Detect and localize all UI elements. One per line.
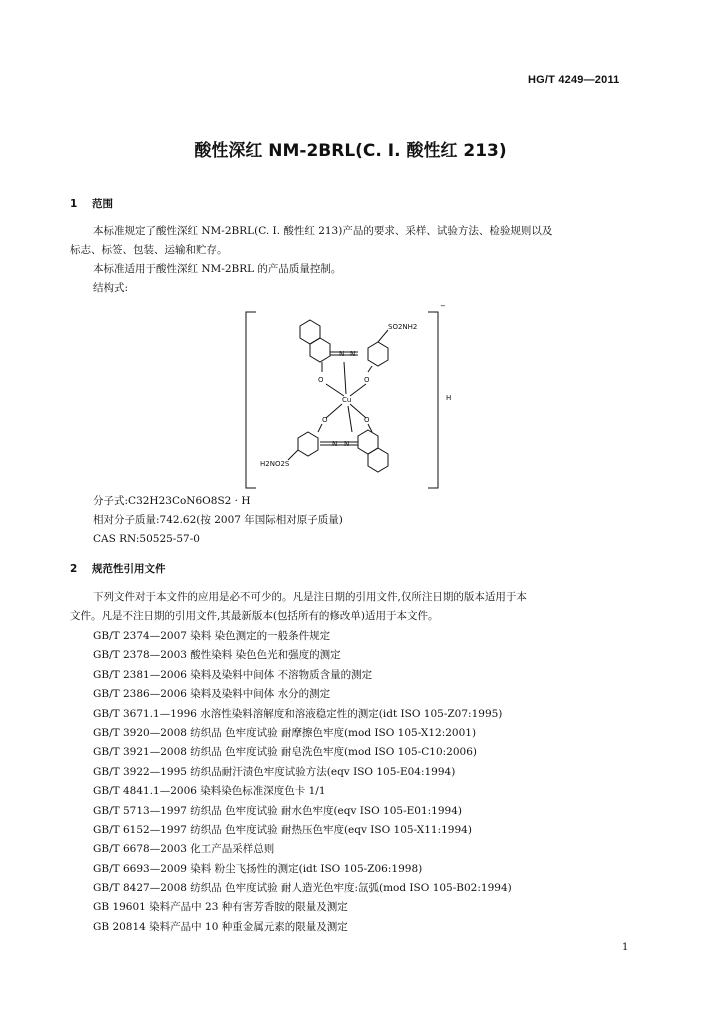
page-number: 1 bbox=[622, 942, 629, 953]
section-2-title: 规范性引用文件 bbox=[92, 563, 166, 575]
structure-label: 结构式: bbox=[93, 282, 129, 294]
references-intro-line-2: 文件。凡是不注日期的引用文件,其最新版本(包括所有的修改单)适用于本文件。 bbox=[70, 610, 439, 622]
oxygen-bottom-right: O bbox=[364, 416, 370, 424]
azo-n-top-1: N bbox=[339, 350, 345, 358]
reference-item: GB/T 8427—2008 纺织品 色牢度试验 耐人造光色牢度:氙弧(mod ISO 105-B02:1994) bbox=[93, 882, 512, 895]
sulfonamide-top: SO2NH2 bbox=[388, 323, 418, 331]
section-2-number: 2 bbox=[70, 563, 78, 575]
cas-number: CAS RN:50525-57-0 bbox=[93, 533, 200, 545]
document-title: 酸性深红 NM-2BRL(C. I. 酸性红 213) bbox=[194, 141, 507, 161]
reference-item: GB/T 6693—2009 染料 粉尘飞扬性的测定(idt ISO 105-Z06:1998) bbox=[93, 862, 423, 875]
oxygen-top-left: O bbox=[318, 376, 324, 384]
reference-item: GB/T 3921—2008 纺织品 色牢度试验 耐皂洗色牢度(mod ISO 105-C10:2006) bbox=[93, 746, 477, 759]
section-1-title: 范围 bbox=[92, 198, 113, 210]
section-2-heading bbox=[70, 561, 166, 576]
molecular-mass: 相对分子质量:742.62(按 2007 年国际相对原子质量) bbox=[93, 514, 343, 526]
scope-paragraph-line-1: 本标准规定了酸性深红 NM-2BRL(C. I. 酸性红 213)产品的要求、采样、试验方法、检验规则以及 bbox=[93, 225, 553, 237]
azo-n-bottom-2: N bbox=[344, 440, 350, 448]
top-benzene-ring bbox=[368, 342, 388, 366]
sulfonamide-bottom: H2NO2S bbox=[260, 460, 290, 468]
counter-ion: H bbox=[446, 394, 452, 402]
reference-item: GB/T 5713—1997 纺织品 色牢度试验 耐水色牢度(eqv ISO 105-E01:1994) bbox=[93, 804, 462, 817]
molecular-formula: 分子式:C32H23CoN6O8S2 · H bbox=[93, 495, 251, 507]
reference-item: GB/T 2386—2006 染料及染料中间体 水分的测定 bbox=[93, 688, 331, 701]
scope-paragraph-line-2: 标志、标签、包装、运输和贮存。 bbox=[70, 244, 228, 256]
reference-item: GB/T 3920—2008 纺织品 色牢度试验 耐摩擦色牢度(mod ISO 105-X12:2001) bbox=[93, 726, 477, 739]
oxygen-bottom-left: O bbox=[322, 416, 328, 424]
top-naphthalene-ring-b bbox=[310, 338, 330, 362]
bottom-benzene-ring bbox=[298, 432, 318, 456]
reference-item: GB/T 3922—1995 纺织品耐汗渍色牢度试验方法(eqv ISO 105-E04:1994) bbox=[93, 765, 456, 778]
reference-item: GB/T 6152—1997 纺织品 色牢度试验 耐热压色牢度(eqv ISO 105-X11:1994) bbox=[93, 823, 472, 836]
charge-sign: − bbox=[440, 302, 446, 310]
reference-item: GB/T 2374—2007 染料 染色测定的一般条件规定 bbox=[93, 630, 331, 642]
reference-item: GB/T 4841.1—2006 染料染色标准深度色卡 1/1 bbox=[93, 785, 326, 798]
reference-item: GB/T 3671.1—1996 水溶性染料溶解度和溶液稳定性的测定(idt ISO 105-Z07:1995) bbox=[93, 707, 503, 720]
left-bracket bbox=[246, 312, 256, 488]
metal-center: Cu bbox=[342, 396, 352, 404]
reference-item: GB/T 2381—2006 染料及染料中间体 不溶物质含量的测定 bbox=[93, 668, 373, 681]
azo-n-bottom-1: N bbox=[332, 440, 338, 448]
applicability-paragraph: 本标准适用于酸性深红 NM-2BRL 的产品质量控制。 bbox=[93, 263, 342, 275]
bottom-naphthalene-ring-b bbox=[368, 448, 388, 472]
reference-item: GB/T 6678—2003 化工产品采样总则 bbox=[93, 843, 275, 856]
bottom-naphthalene-ring-a bbox=[358, 430, 378, 454]
standard-code: HG/T 4249—2011 bbox=[528, 74, 620, 86]
references-intro-line-1: 下列文件对于本文件的应用是必不可少的。凡是注日期的引用文件,仅所注日期的版本适用于本 bbox=[93, 591, 527, 603]
reference-item: GB 20814 染料产品中 10 种重金属元素的限量及测定 bbox=[93, 920, 348, 933]
structural-formula bbox=[240, 300, 470, 495]
reference-item: GB 19601 染料产品中 23 种有害芳香胺的限量及测定 bbox=[93, 901, 348, 914]
section-1-number: 1 bbox=[70, 198, 78, 210]
coordination-bond bbox=[326, 384, 344, 396]
right-bracket bbox=[428, 312, 438, 488]
reference-item: GB/T 2378—2003 酸性染料 染色色光和强度的测定 bbox=[93, 649, 341, 662]
top-naphthalene-ring-a bbox=[300, 320, 320, 344]
oxygen-top-right: O bbox=[364, 376, 370, 384]
azo-n-top-2: N bbox=[350, 350, 356, 358]
reference-list bbox=[93, 627, 512, 937]
section-1-heading bbox=[70, 196, 113, 211]
